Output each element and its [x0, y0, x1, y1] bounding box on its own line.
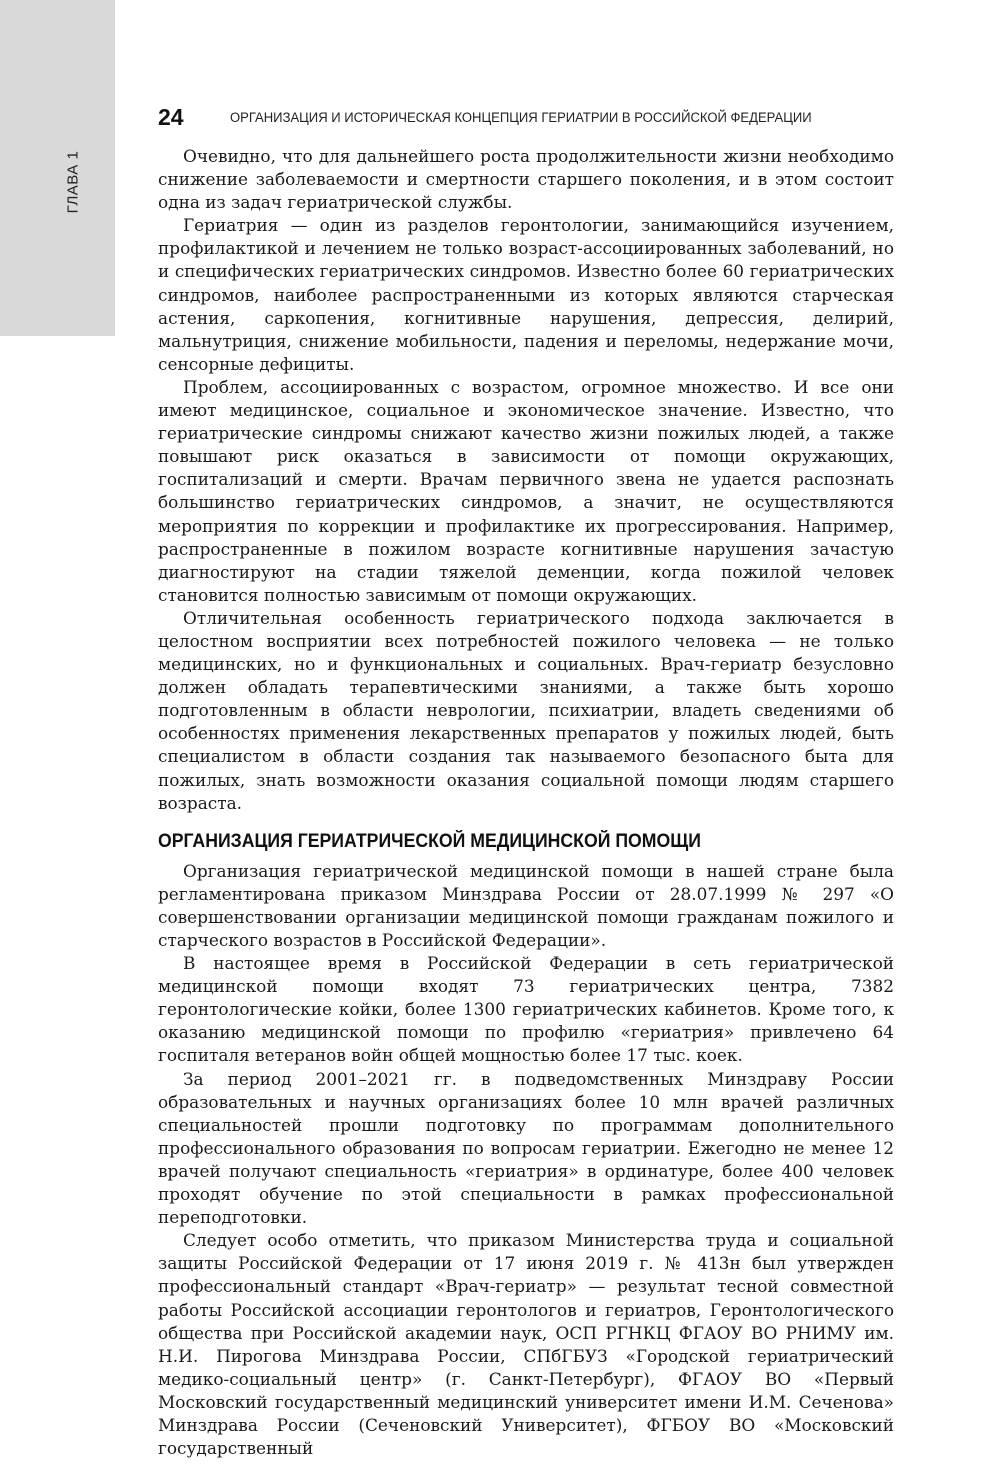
paragraph: Гериатрия — один из разделов геронтологии, занимающийся изучением, профилактикой и лечением не только возраст-ассоциированных заболеваний, но и специфических гериатрических синдромов. Известно более 60 гериатрических синдромов, наиболее распространенными из которых являются старческая астения, саркопения, когнитивные нарушения, депрессия, делирий, мальнутриция, снижение мобильности, падения и переломы, недержание мочи, сенсорные дефициты. — [158, 215, 894, 374]
paragraph: Организация гериатрической медицинской помощи в нашей стране была регламентирована приказом Минздрава России от 28.07.1999 № 297 «О совершенствовании организации медицинской помощи гражданам пожилого и старческого возрастов в Российской Федерации». — [158, 860, 894, 950]
page-number: 24 — [158, 104, 184, 130]
paragraph: Проблем, ассоциированных с возрастом, огромное множество. И все они имеют медицинское, социальное и экономическое значение. Известно, что гериатрические синдромы снижают качество жизни пожилых людей, а также повышают риск оказаться в зависимости от помощи окружающих, госпитализаций и смерти. Врачам первичного звена не удается распознать большинство гериатрических синдромов, а значит, не осуществляются мероприятия по коррекции и профилактике их прогрессирования. Например, распространенные в пожилом возрасте когнитивные нарушения зачастую диагностируют на стадии тяжелой деменции, когда пожилой человек становится полностью зависимым от помощи окружающих. — [158, 376, 894, 605]
paragraph: Очевидно, что для дальнейшего роста продолжительности жизни необходимо снижение заболеваемости и смертности старшего поколения, и в этом состоит одна из задач гериатрической службы. — [158, 146, 894, 213]
chapter-side-tab — [0, 0, 115, 336]
paragraph: Отличительная особенность гериатрического подхода заключается в целостном восприятии всех потребностей пожилого человека — не только медицинских, но и функциональных и социальных. Врач-гериатр безусловно должен обладать терапевтическими знаниями, а также быть хорошо подготовленным в области неврологии, психиатрии, владеть сведениями об особенностях применения лекарственных препаратов у пожилых людей, быть специалистом в области создания так называемого безопасного быта для пожилых, знать возможности оказания социальной помощи людям старшего возраста. — [158, 607, 894, 813]
section-heading: ОРГАНИЗАЦИЯ ГЕРИАТРИЧЕСКОЙ МЕДИЦИНСКОЙ ПОМОЩИ — [158, 830, 701, 852]
chapter-label: ГЛАВА 1 — [64, 150, 82, 214]
page-body — [158, 145, 894, 1460]
paragraph: Следует особо отметить, что приказом Министерства труда и социальной защиты Российской Федерации от 17 июня 2019 г. № 413н был утвержден профессиональный стандарт «Врач-гериатр» — результат тесной совместной работы Российской ассоциации геронтологов и гериатров, Геронтологического общества при Российской академии наук, ОСП РГНКЦ ФГАОУ ВО РНИМУ им. Н.И. Пирогова Минздрава России, СПбГБУЗ «Городской гериатрический медико-социальный центр» (г. Санкт-Петербург), ФГАОУ ВО «Первый Московский государственный медицинский университет имени И.М. Сеченова» Минздрава России (Сеченовский Университет), ФГБОУ ВО «Московский государственный — [158, 1230, 894, 1459]
running-head-title: ОРГАНИЗАЦИЯ И ИСТОРИЧЕСКАЯ КОНЦЕПЦИЯ ГЕРИАТРИИ В РОССИЙСКОЙ ФЕДЕРАЦИИ — [230, 110, 812, 126]
paragraph: В настоящее время в Российской Федерации в сеть гериатрической медицинской помощи входят 73 гериатрических центра, 7382 геронтологические койки, более 1300 гериатрических кабинетов. Кроме того, к оказанию медицинской помощи по профилю «гериатрия» привлечено 64 госпиталя ветеранов войн общей мощностью более 17 тыс. коек. — [158, 953, 894, 1066]
paragraph: За период 2001–2021 гг. в подведомственных Минздраву России образовательных и научных организациях более 10 млн врачей различных специальностей прошли подготовку по программам дополнительного профессионального образования по вопросам гериатрии. Ежегодно не менее 12 врачей получают специальность «гериатрия» в ординатуре, более 400 человек проходят обучение по этой специальности в рамках профессиональной переподготовки. — [158, 1068, 894, 1228]
